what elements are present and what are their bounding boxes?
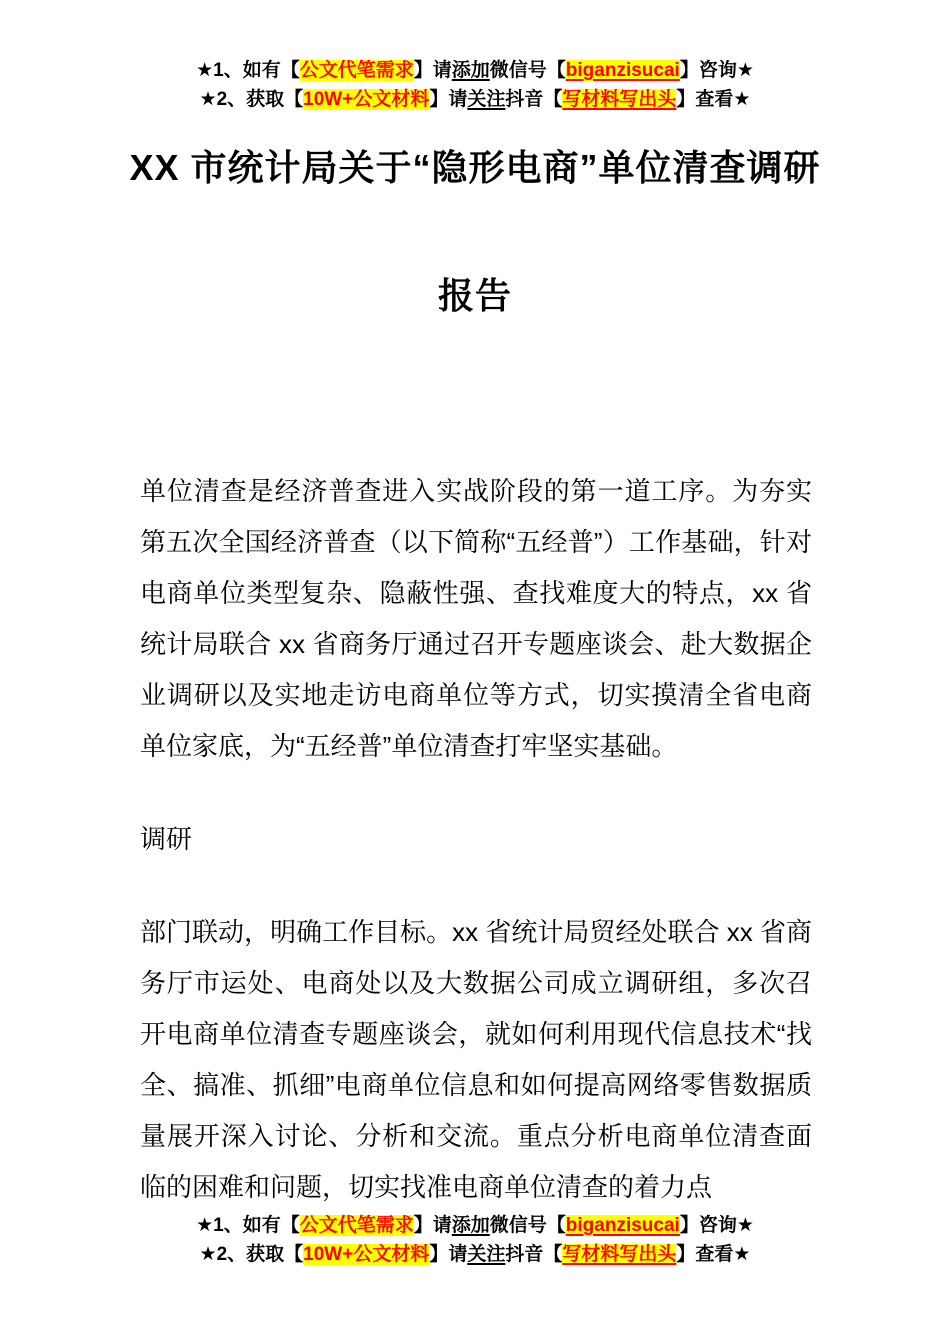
section-heading-diaoyan: 调研 [140,824,193,854]
body-paragraph-2: 部门联动，明确工作目标。xx 省统计局贸经处联合 xx 省商务厅市运处、电商处以及大数据公司成立调研组，多次召开电商单位清查专题座谈会，就如何利用现代信息技术“找全、搞准、抓细”电商单位信息和如何提高网络零售数据质量展开深入讨论、分析和交流。重点分析电商单位清查面临的困难和问题，切实找准电商单位清查的着力点 [140,917,812,1202]
promo-text: 】查看★ [676,89,751,110]
promo-underline-follow: 关注 [467,1244,506,1265]
promo-text: ★2、获取【 [199,1244,304,1265]
promo-line-2 [0,1240,950,1269]
promo-underline-add: 添加 [451,1215,490,1236]
promo-highlight-service: 公文代笔需求 [299,1215,414,1236]
promo-text: ★1、如有【 [196,60,300,81]
document-body [140,466,812,1213]
promo-banner-bottom [0,1211,950,1269]
promo-wechat-id: biganzisucai [565,60,680,81]
promo-wechat-id: biganzisucai [565,1215,680,1236]
promo-text: 】查看★ [676,1244,751,1265]
promo-text: 抖音【 [505,1244,563,1265]
document-title: XX 市统计局关于“隐形电商”单位清查调研报告 [129,147,821,316]
promo-highlight-materials: 10W+公文材料 [303,1244,430,1265]
promo-underline-follow: 关注 [467,89,506,110]
body-paragraph-1: 单位清查是经济普查进入实战阶段的第一道工序。为夯实第五次全国经济普查（以下简称“五经普”）工作基础，针对电商单位类型复杂、隐蔽性强、查找难度大的特点，xx 省统计局联合 xx 省商务厅通过召开专题座谈会、赴大数据企业调研以及实地走访电商单位等方式，切实摸清全省电商单位家底，为“五经普”单位清查打牢坚实基础。 [140,476,812,761]
promo-line-1 [0,1211,950,1240]
promo-text: 】咨询★ [679,1215,754,1236]
promo-text: 微信号【 [489,60,566,81]
promo-text: 】请 [429,89,468,110]
promo-text: ★1、如有【 [196,1215,300,1236]
promo-text: 】咨询★ [679,60,754,81]
promo-douyin-id: 写材料写出头 [562,89,677,110]
promo-douyin-id: 写材料写出头 [562,1244,677,1265]
promo-text: 】请 [413,60,452,81]
promo-text: 抖音【 [505,89,563,110]
promo-highlight-service: 公文代笔需求 [299,60,414,81]
promo-text: ★2、获取【 [199,89,304,110]
promo-text: 微信号【 [489,1215,566,1236]
promo-highlight-materials: 10W+公文材料 [303,89,430,110]
promo-underline-add: 添加 [451,60,490,81]
promo-line-1 [0,56,950,85]
promo-text: 】请 [413,1215,452,1236]
promo-text: 】请 [429,1244,468,1265]
